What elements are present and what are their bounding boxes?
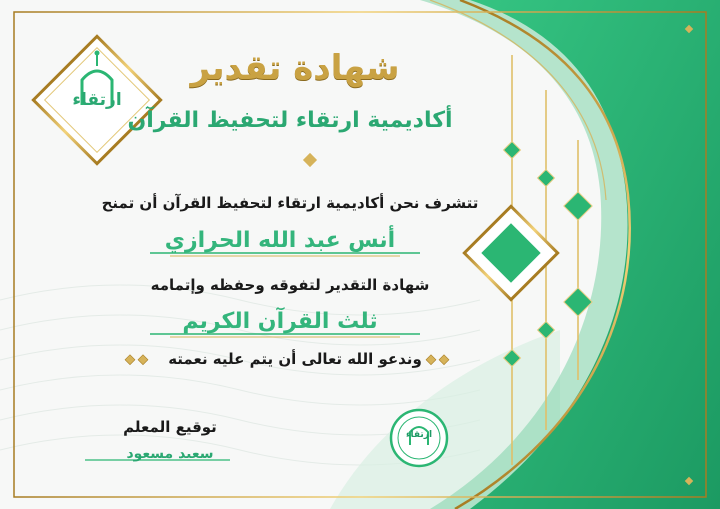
- name-underline: [150, 253, 420, 256]
- title-divider: [170, 153, 450, 167]
- center-diamond: [464, 206, 557, 299]
- signature-label: توقيع المعلم: [123, 418, 217, 436]
- academy-name: أكاديمية ارتقاء لتحفيظ القرآن: [127, 108, 453, 133]
- intro-text: تتشرف نحن أكاديمية ارتقاء لتحفيظ القرآن أن تمنح: [101, 194, 479, 212]
- reason-text: شهادة التقدير لتفوقه وحفظه وإتمامه: [150, 276, 430, 294]
- logo-wordmark: ارتقاء: [72, 90, 122, 110]
- certificate-title: شهادة تقدير: [190, 48, 400, 88]
- achievement-underline: [150, 334, 420, 337]
- teacher-name: سعيد مسعود: [126, 446, 214, 462]
- prayer-text: وندعو الله تعالى أن يتم عليه نعمته: [168, 350, 422, 368]
- recipient-name: أنس عبد الله الحرازي: [164, 228, 396, 253]
- achievement-text: ثلث القرآن الكريم: [182, 309, 378, 334]
- seal-wordmark: ارتقاء: [405, 430, 433, 440]
